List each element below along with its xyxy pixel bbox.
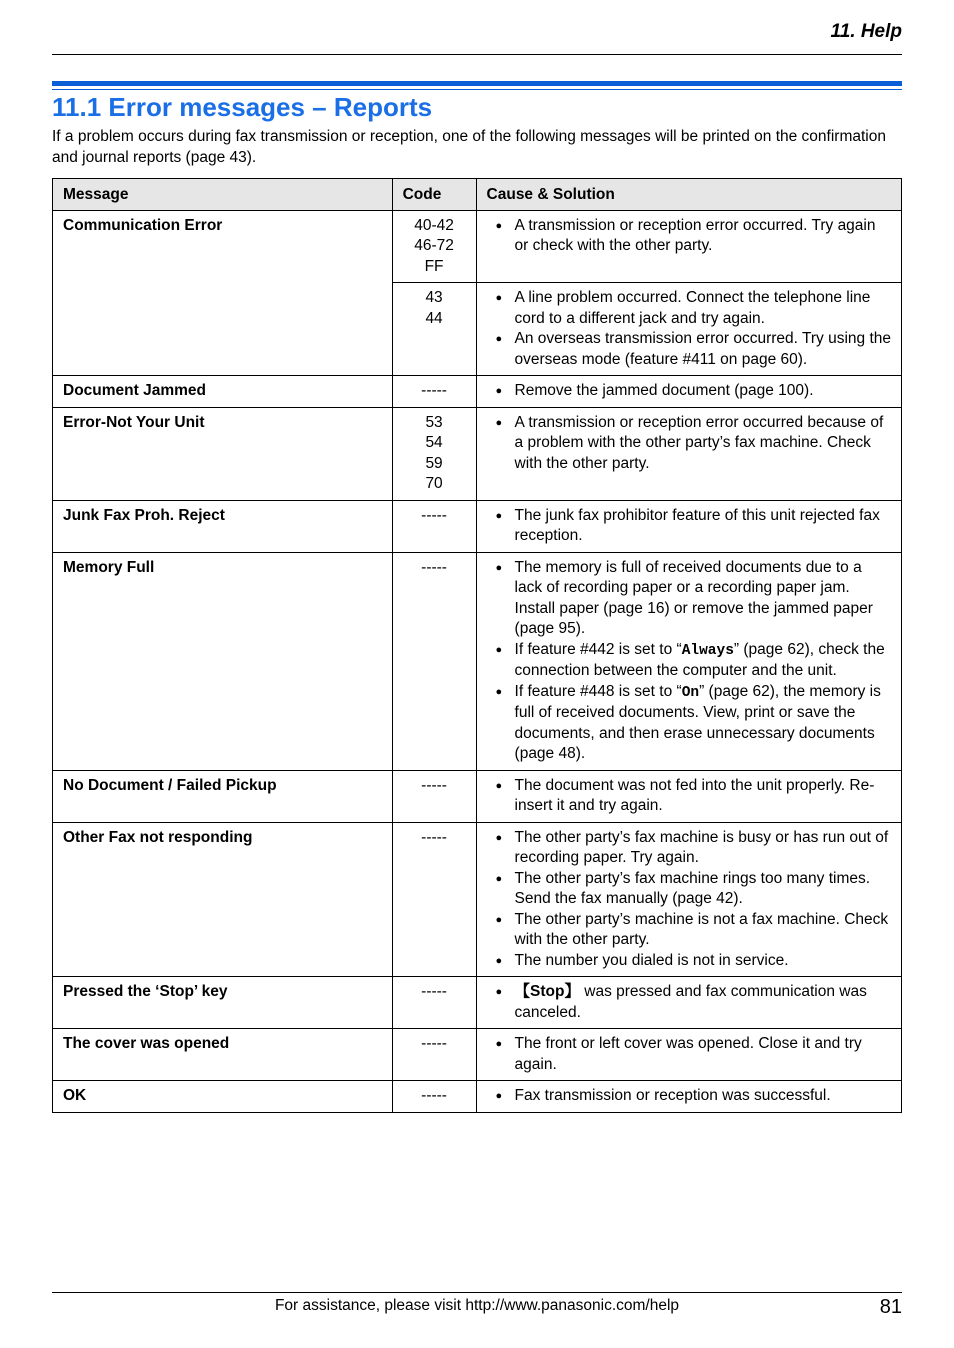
cause-cell (476, 552, 901, 770)
cause-text: ” (page 62), the memory is full of received documents. View, print or save the documents, and then erase unnecessary documents (page 48). (514, 682, 881, 762)
cause-item: ● Fax transmission or reception was successful. (487, 1086, 891, 1107)
header-cause: Cause & Solution (476, 179, 901, 211)
message-cell: Other Fax not responding (53, 822, 393, 977)
cause-item: ● The other party’s fax machine rings too many times. Send the fax manually (page 42). (487, 869, 891, 910)
section-rule-thin (52, 89, 902, 90)
cause-cell (476, 1029, 901, 1081)
code-value: 43 (425, 289, 443, 306)
cause-item: ● The memory is full of received documents due to a lack of recording paper or a recording paper jam. Install paper (page 16) or remove the jammed paper (page 95). (487, 558, 891, 640)
cause-item: ● The junk fax prohibitor feature of this unit rejected fax reception. (487, 506, 891, 547)
table-row (53, 500, 902, 552)
code-cell (392, 822, 476, 977)
cause-cell (476, 376, 901, 408)
table-header-row (53, 179, 902, 211)
footer-assistance: For assistance, please visit http://www.panasonic.com/help (274, 1297, 680, 1314)
cause-cell (476, 770, 901, 822)
table-row (53, 770, 902, 822)
table-row (53, 822, 902, 977)
cause-item (487, 982, 891, 1023)
code-value: 53 (425, 413, 443, 431)
code-value: ----- (421, 776, 447, 794)
message-cell: Error-Not Your Unit (53, 407, 393, 500)
code-cell (392, 283, 476, 376)
cause-text: was pressed and fax communication was canceled. (514, 983, 867, 1021)
section-intro: If a problem occurs during fax transmission or reception, one of the following messages will be printed on the confirmation and journal reports (page 43). (52, 128, 886, 166)
message-cell: Memory Full (53, 552, 393, 770)
code-value: ----- (421, 983, 447, 1000)
cause-item: ● The document was not fed into the unit properly. Re-insert it and try again. (487, 776, 891, 817)
code-cell (392, 1029, 476, 1081)
stop-key-label: 【Stop】 (514, 983, 580, 1000)
cause-item: ● An overseas transmission error occurred. Try using the overseas mode (feature #411 on page 60). (487, 329, 891, 370)
code-value: 40-42 (414, 216, 454, 234)
setting-value: On (681, 684, 700, 701)
code-value: 70 (425, 475, 443, 492)
cause-item: ● A transmission or reception error occurred. Try again or check with the other party. (487, 216, 891, 257)
code-cell (392, 1081, 476, 1113)
cause-cell (476, 283, 901, 376)
cause-item: ● A transmission or reception error occurred because of a problem with the other party’s fax machine. Check with the other party. (487, 413, 891, 475)
cause-item: ● The other party’s machine is not a fax machine. Check with the other party. (487, 910, 891, 951)
cause-item-feature-448 (487, 682, 891, 765)
code-cell (392, 376, 476, 408)
header-message: Message (53, 179, 393, 211)
cause-item: ● The front or left cover was opened. Close it and try again. (487, 1034, 891, 1075)
code-value: 54 (425, 434, 443, 451)
code-value: 59 (425, 454, 443, 472)
cause-cell (476, 210, 901, 283)
section-rule (52, 81, 902, 86)
message-cell: Pressed the ‘Stop’ key (53, 977, 393, 1029)
code-value: 46-72 (414, 237, 454, 254)
message-cell: The cover was opened (53, 1029, 393, 1081)
code-cell (392, 407, 476, 500)
cause-cell (476, 500, 901, 552)
code-cell (392, 552, 476, 770)
cause-item: ● A line problem occurred. Connect the telephone line cord to a different jack and try again. (487, 288, 891, 329)
chapter-label: 11. Help (830, 21, 902, 42)
code-value: ----- (421, 382, 447, 399)
cause-text: If feature #442 is set to “ (514, 640, 682, 658)
code-value: ----- (421, 1087, 447, 1104)
page-number: 81 (879, 1296, 902, 1318)
cause-item: ● The other party’s fax machine is busy or has run out of recording paper. Try again. (487, 828, 891, 869)
table-row (53, 376, 902, 408)
code-cell (392, 770, 476, 822)
cause-cell (476, 407, 901, 500)
section-title: 11.1 Error messages – Reports (52, 92, 433, 122)
code-cell (392, 977, 476, 1029)
message-cell: Document Jammed (53, 376, 393, 408)
footer-rule (52, 1292, 902, 1293)
message-cell: Communication Error (53, 210, 393, 376)
cause-cell (476, 1081, 901, 1113)
table-row (53, 210, 902, 283)
table-row (53, 1081, 902, 1113)
setting-value: Always (681, 642, 734, 659)
header-code: Code (392, 179, 476, 211)
page-header (52, 0, 902, 55)
code-value: FF (424, 257, 444, 275)
cause-item: ● The number you dialed is not in service. (487, 951, 891, 972)
code-value: ----- (421, 506, 447, 524)
table-row (53, 977, 902, 1029)
error-messages-table (52, 178, 902, 1113)
code-cell (392, 210, 476, 283)
table-row (53, 552, 902, 770)
cause-cell (476, 977, 901, 1029)
message-cell: OK (53, 1081, 393, 1113)
table-row (53, 1029, 902, 1081)
cause-text: If feature #448 is set to “ (514, 682, 682, 700)
cause-text: ” (page 62), check the connection between the computer and the unit. (514, 640, 885, 679)
code-value: ----- (421, 828, 447, 846)
code-value: 44 (425, 309, 443, 327)
cause-item-feature-442 (487, 640, 891, 682)
code-value: ----- (421, 558, 447, 576)
message-cell: Junk Fax Proh. Reject (53, 500, 393, 552)
table-row (53, 407, 902, 500)
cause-item: ● Remove the jammed document (page 100). (487, 381, 891, 402)
code-cell (392, 500, 476, 552)
message-cell: No Document / Failed Pickup (53, 770, 393, 822)
code-value: ----- (421, 1035, 447, 1052)
cause-cell (476, 822, 901, 977)
